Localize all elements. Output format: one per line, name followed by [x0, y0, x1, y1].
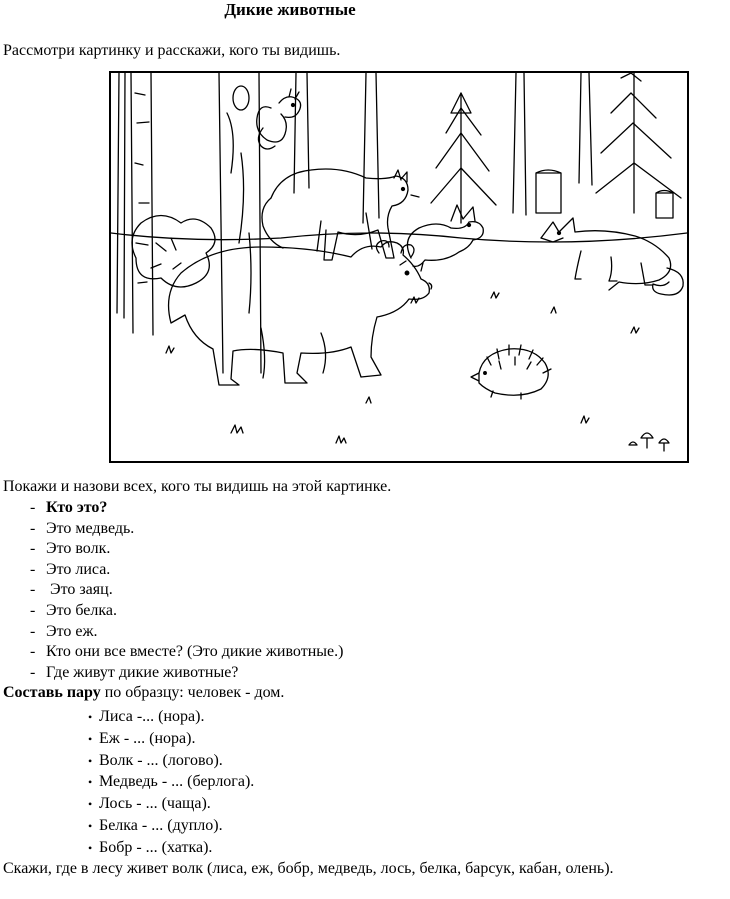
pair-task-instruction: Составь пару по образцу: человек - дом. — [3, 684, 285, 701]
mushrooms-icon — [629, 433, 669, 451]
dialog-line: - Где живут дикие животные? — [30, 663, 239, 681]
wolf-icon — [262, 169, 419, 260]
dialog-line: - Это медведь. — [30, 519, 135, 537]
pairs-list — [88, 706, 254, 859]
hare-icon — [400, 205, 483, 271]
dialog-line: - Это заяц. — [30, 581, 113, 599]
dialog-line: - Это лиса. — [30, 560, 111, 578]
bear-icon — [169, 241, 432, 385]
bullet-icon: • — [88, 797, 93, 812]
bullet-icon: • — [88, 818, 93, 833]
bullet-icon: • — [88, 710, 93, 724]
pair-item: • Медведь - ... (берлога). — [88, 771, 254, 793]
fox-icon — [541, 218, 683, 295]
forest-trees — [111, 73, 687, 373]
pair-item: • Лось - ... (чаща). — [88, 793, 254, 815]
hedgehog-icon — [471, 345, 551, 399]
dialog-line: - Это еж. — [30, 622, 98, 640]
final-task: Скажи, где в лесу живет волк (лиса, еж, бобр, медведь, лось, белка, барсук, кабан, олень). — [3, 860, 614, 877]
bullet-icon: • — [88, 753, 93, 768]
pair-item: • Еж - ... (нора). — [88, 728, 254, 750]
intro-instruction: Рассмотри картинку и расскажи, кого ты видишь. — [3, 42, 341, 59]
pair-item: • Волк - ... (логово). — [88, 750, 254, 772]
page-title: Дикие животные — [224, 0, 356, 19]
grass-tufts — [166, 292, 639, 443]
dialog-list — [30, 498, 343, 683]
squirrel-icon — [257, 89, 301, 149]
dialog-line: - Это белка. — [30, 601, 117, 619]
pair-item: • Белка - ... (дупло). — [88, 815, 254, 837]
dialog-line: - Кто они все вместе? (Это дикие животные.) — [30, 643, 344, 661]
pair-item: • Лиса -... (нора). — [88, 706, 254, 728]
forest-animals-illustration — [109, 71, 689, 463]
question-text: Кто это? — [46, 499, 108, 516]
pair-item: • Бобр - ... (хатка). — [88, 837, 254, 859]
pair-task-bold: Составь пару — [3, 684, 101, 701]
dialog-line: - Кто это? — [30, 499, 108, 516]
dialog-line: - Это волк. — [30, 540, 111, 558]
bullet-icon: • — [88, 731, 93, 746]
show-and-name-instruction: Покажи и назови всех, кого ты видишь на этой картинке. — [3, 478, 392, 495]
bullet-icon: • — [88, 840, 93, 855]
bullet-icon: • — [88, 775, 93, 790]
